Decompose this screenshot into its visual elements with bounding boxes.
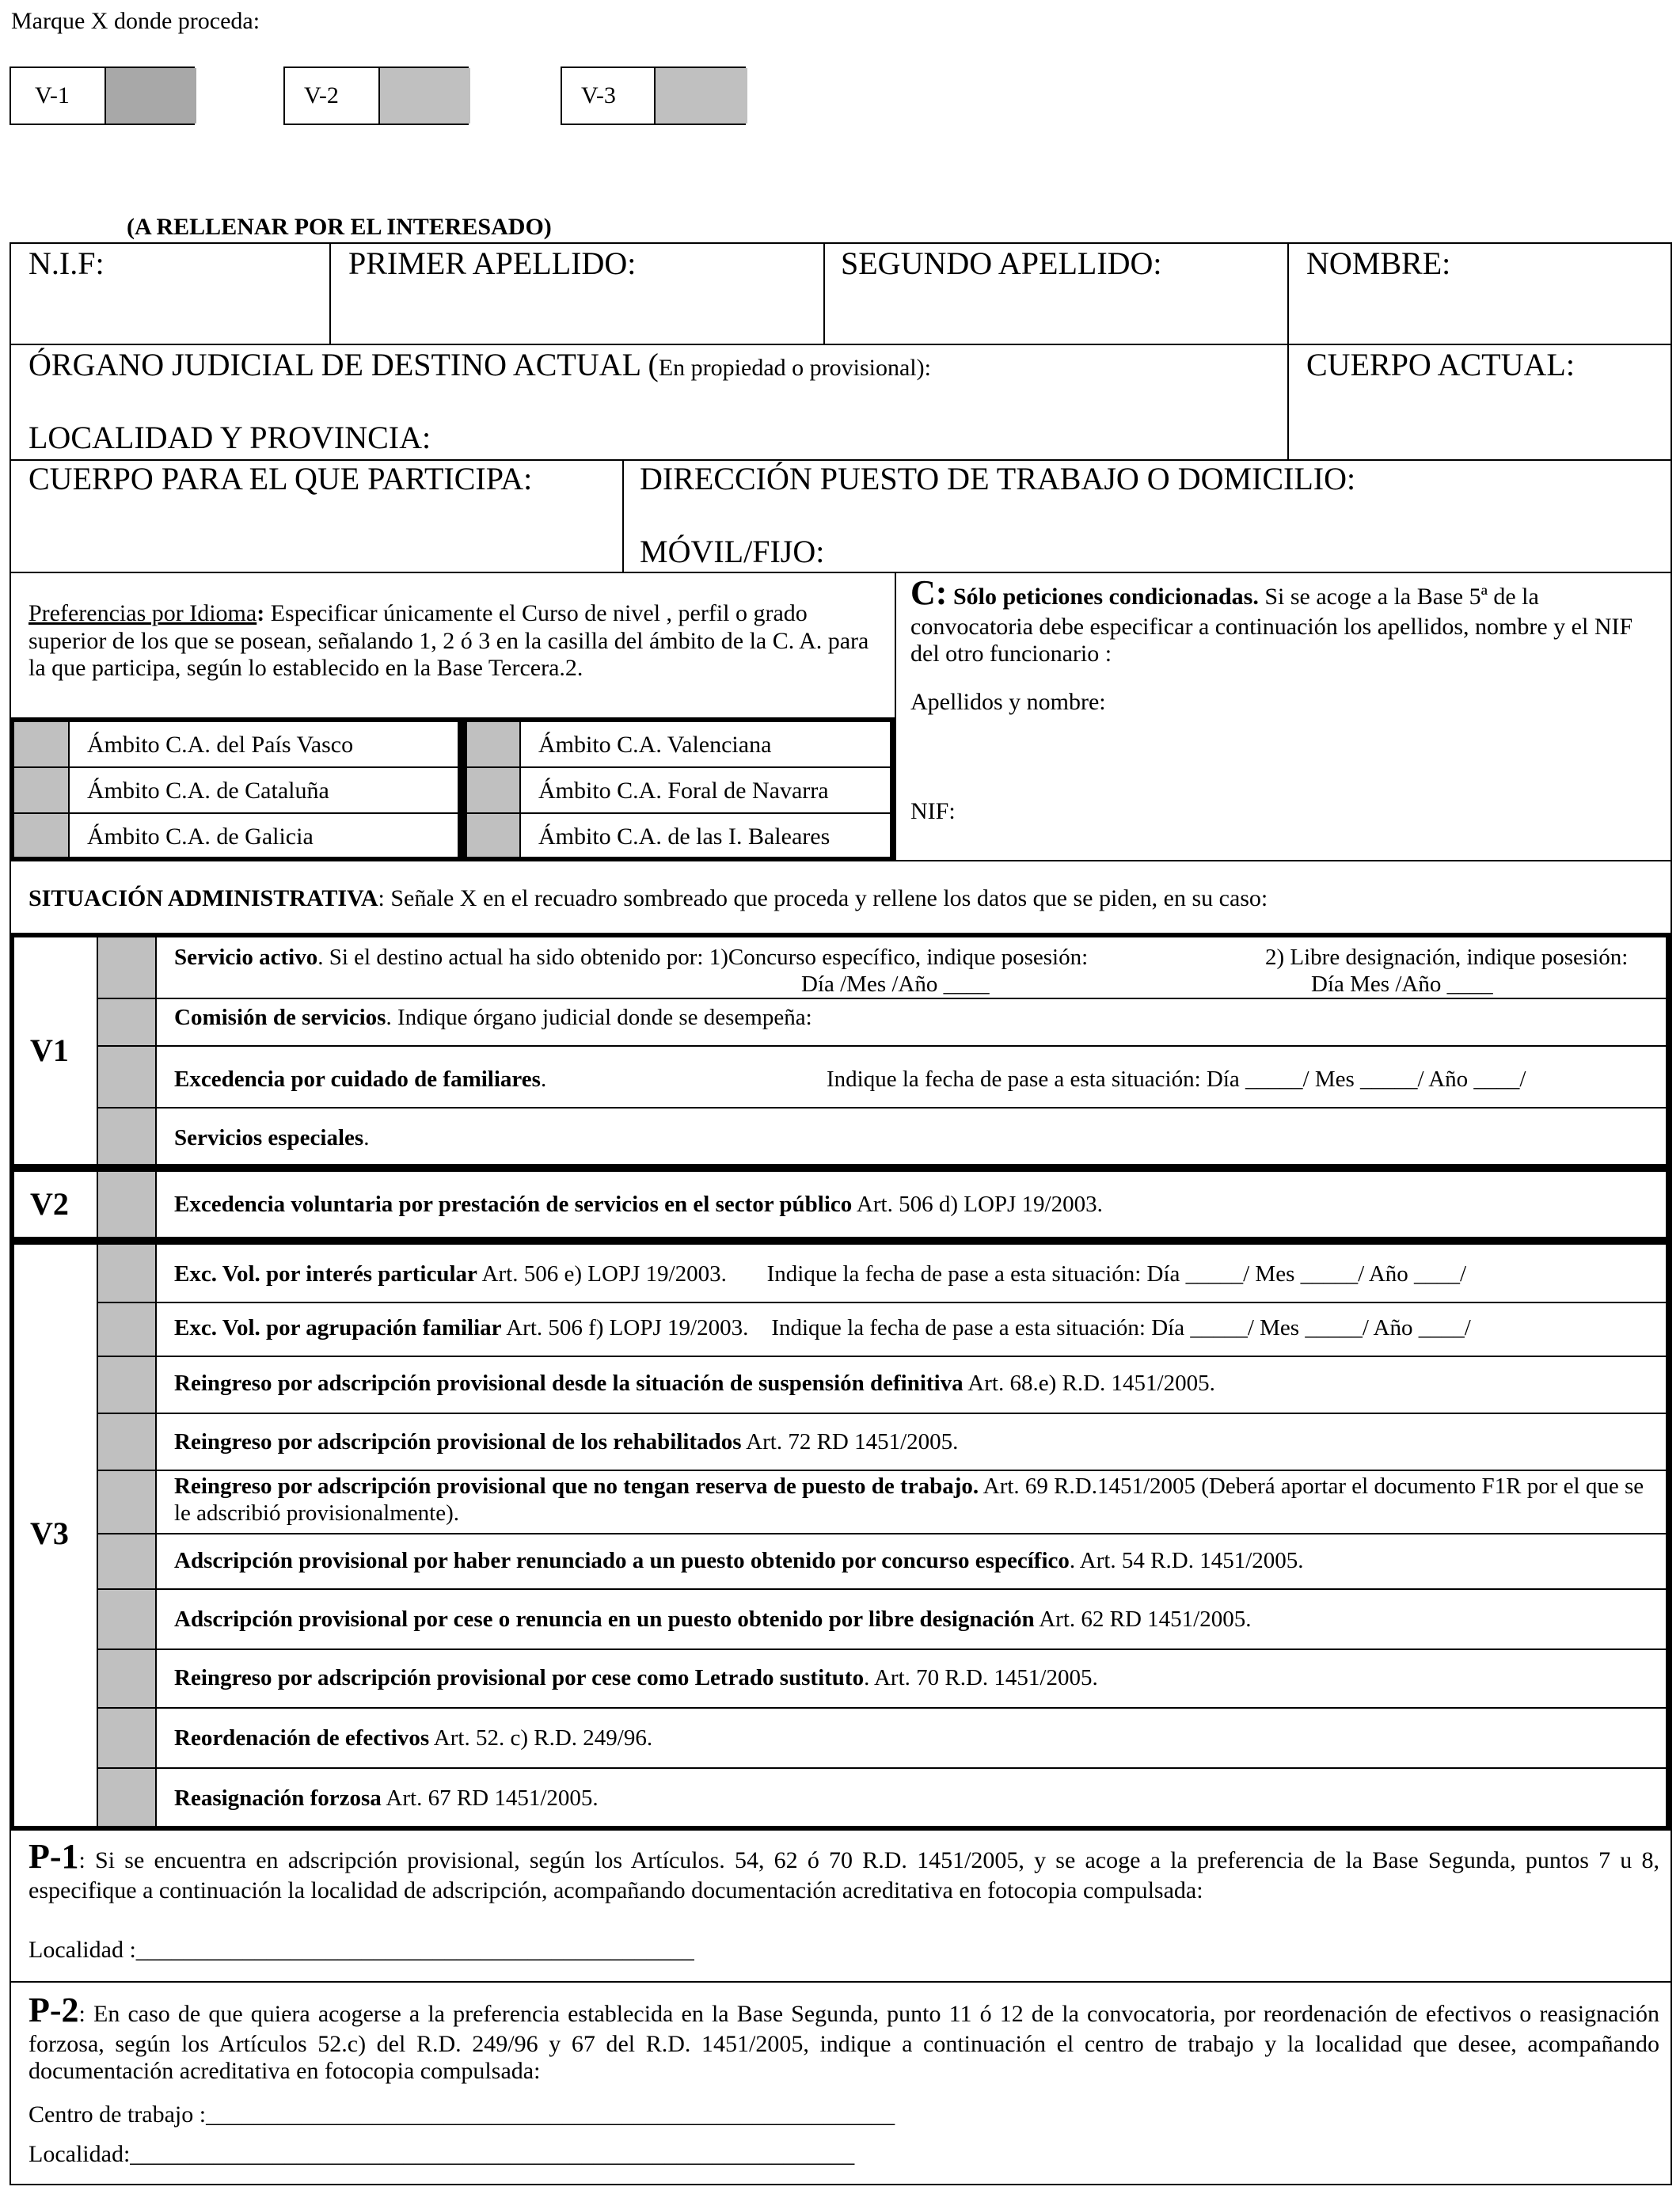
v3-row-reasignacion: Reasignación forzosa Art. 67 RD 1451/2005. [174,1785,599,1811]
v1-excedencia-fecha: Indique la fecha de pase a esta situación: Día _____/ Mes _____/ Año ____/ [827,1067,1526,1092]
organo-label: ÓRGANO JUDICIAL DE DESTINO ACTUAL (En propiedad o provisional): [29,347,931,382]
movil-label: MÓVIL/FIJO: [640,534,825,569]
v1-checkbox-column[interactable] [98,937,155,1164]
v1-excedencia: Excedencia por cuidado de familiares. [174,1067,547,1092]
option-v2-label: V-2 [304,82,339,108]
option-v2-checkbox[interactable] [378,68,470,124]
instruction-text: Marque X donde proceda: [11,8,260,34]
v1-label: V1 [30,1032,69,1068]
v1-comision: Comisión de servicios. Indique órgano judicial donde se desempeña: [174,1005,812,1030]
condicionadas-nif-label: NIF: [910,798,956,824]
v3-row-libre-designacion: Adscripción provisional por cese o renuncia en un puesto obtenido por libre designación Art. 62 RD 1451/2005. [174,1607,1252,1632]
fill-note: (A RELLENAR POR EL INTERESADO) [127,214,552,240]
idioma-right-checkbox-column[interactable] [467,722,519,857]
localidad-label: LOCALIDAD Y PROVINCIA: [29,420,431,455]
idioma-left-checkbox-column[interactable] [14,722,68,857]
v3-checkbox-column[interactable] [98,1245,155,1826]
v1-fecha-libre: Día Mes /Año ____ [1311,972,1493,997]
idioma-baleares: Ámbito C.A. de las I. Baleares [538,823,830,850]
nif-label: N.I.F: [29,245,105,281]
direccion-label: DIRECCIÓN PUESTO DE TRABAJO O DOMICILIO: [640,461,1356,496]
idioma-galicia: Ámbito C.A. de Galicia [87,823,314,850]
v2-checkbox[interactable] [98,1172,155,1237]
idioma-valenciana: Ámbito C.A. Valenciana [538,732,772,758]
option-v2[interactable] [283,67,469,125]
v3-row-agrupacion-familiar: Exc. Vol. por agrupación familiar Art. 506 f) LOPJ 19/2003. Indique la fecha de pase a esta situación: Día _____/ Mes _____/ Año ____/ [174,1315,1471,1340]
condicionadas-text: C: Sólo peticiones condicionadas. Si se acoge a la Base 5ª de la convocatoria debe especificar a continuación los apellidos, nombre y el NIF del otro funcionario : [910,573,1633,667]
situacion-text: SITUACIÓN ADMINISTRATIVA: Señale X en el recuadro sombreado que proceda y rellene los datos que se piden, en su caso: [29,885,1268,911]
p2-centro-field[interactable]: Centro de trabajo :__________________________________________________________ [29,2101,895,2128]
p1-localidad-field[interactable]: Localidad :_______________________________________________ [29,1937,694,1963]
v1-libre-designacion: 2) Libre designación, indique posesión: [1265,945,1629,970]
v3-row-rehabilitados: Reingreso por adscripción provisional de los rehabilitados Art. 72 RD 1451/2005. [174,1429,959,1455]
v3-row-renuncia-concurso: Adscripción provisional por haber renunciado a un puesto obtenido por concurso específico. Art. 54 R.D. 1451/2005. [174,1548,1304,1573]
option-v3-checkbox[interactable] [654,68,747,124]
idioma-cataluna: Ámbito C.A. de Cataluña [87,778,329,804]
idioma-instructions: Preferencias por Idioma: Especificar únicamente el Curso de nivel , perfil o grado superior de los que se posean, señalando 1, 2 ó 3 en la casilla del ámbito de la C. A. para la que participa, según lo establecido en la Base Tercera.2. [29,600,869,681]
cuerpo-participa-label: CUERPO PARA EL QUE PARTICIPA: [29,461,533,496]
v1-servicios-especiales: Servicios especiales. [174,1125,370,1150]
v3-row-letrado-sustituto: Reingreso por adscripción provisional por cese como Letrado sustituto. Art. 70 R.D. 1451/2005. [174,1665,1098,1690]
p1-text: P-1: Si se encuentra en adscripción provisional, según los Artículos. 54, 62 ó 70 R.D. 1451/2005, y se acoge a la preferencia de la Base Segunda, puntos 7 u 8, especifique a continuación la localidad de adscripción, acompañando documentación acreditativa en fotocopia compulsada: [29,1837,1659,1903]
p2-localidad-field[interactable]: Localidad:_____________________________________________________________ [29,2141,855,2167]
condicionadas-apellidos-label: Apellidos y nombre: [910,689,1106,715]
nombre-label: NOMBRE: [1306,245,1451,281]
v2-excedencia-voluntaria: Excedencia voluntaria por prestación de servicios en el sector público Art. 506 d) LOPJ 19/2003. [174,1192,1103,1217]
primer-apellido-label: PRIMER APELLIDO: [348,245,637,281]
v3-label: V3 [30,1515,69,1551]
p2-text: P-2: En caso de que quiera acogerse a la preferencia establecida en la Base Segunda, punto 11 ó 12 de la convocatoria, por reordenación de efectivos o reasignación forzosa, según los Artículos 52.c) del R.D. 249/96 y 67 del R.D. 1451/2005, indique a continuación el centro de trabajo y la localidad que desee, acompañando documentación acreditativa en fotocopia compulsada: [29,1991,1659,2085]
v1-fecha-concurso: Día /Mes /Año ____ [801,972,990,997]
idioma-navarra: Ámbito C.A. Foral de Navarra [538,778,829,804]
v3-row-interes-particular: Exc. Vol. por interés particular Art. 506 e) LOPJ 19/2003. Indique la fecha de pase a esta situación: Día _____/ Mes _____/ Año ____/ [174,1261,1467,1287]
v3-row-suspension-definitiva: Reingreso por adscripción provisional desde la situación de suspensión definitiva Art. 68.e) R.D. 1451/2005. [174,1371,1215,1396]
option-v1-checkbox[interactable] [105,68,196,124]
segundo-apellido-label: SEGUNDO APELLIDO: [841,245,1162,281]
option-v1-label: V-1 [35,82,70,108]
option-v3[interactable] [561,67,746,125]
v3-row-sin-reserva: Reingreso por adscripción provisional que no tengan reserva de puesto de trabajo. Art. 69 R.D.1451/2005 (Deberá aportar el documento F1R por el que se le adscribió provisionalmente). [174,1474,1644,1527]
idioma-pais-vasco: Ámbito C.A. del País Vasco [87,732,354,758]
v1-servicio-activo: Servicio activo. Si el destino actual ha sido obtenido por: 1)Concurso específico, indique posesión: [174,945,1089,970]
cuerpo-actual-label: CUERPO ACTUAL: [1306,347,1575,382]
option-v3-label: V-3 [581,82,616,108]
v2-label: V2 [30,1186,69,1222]
v3-row-reordenacion: Reordenación de efectivos Art. 52. c) R.D. 249/96. [174,1725,653,1751]
option-v1[interactable] [10,67,195,125]
